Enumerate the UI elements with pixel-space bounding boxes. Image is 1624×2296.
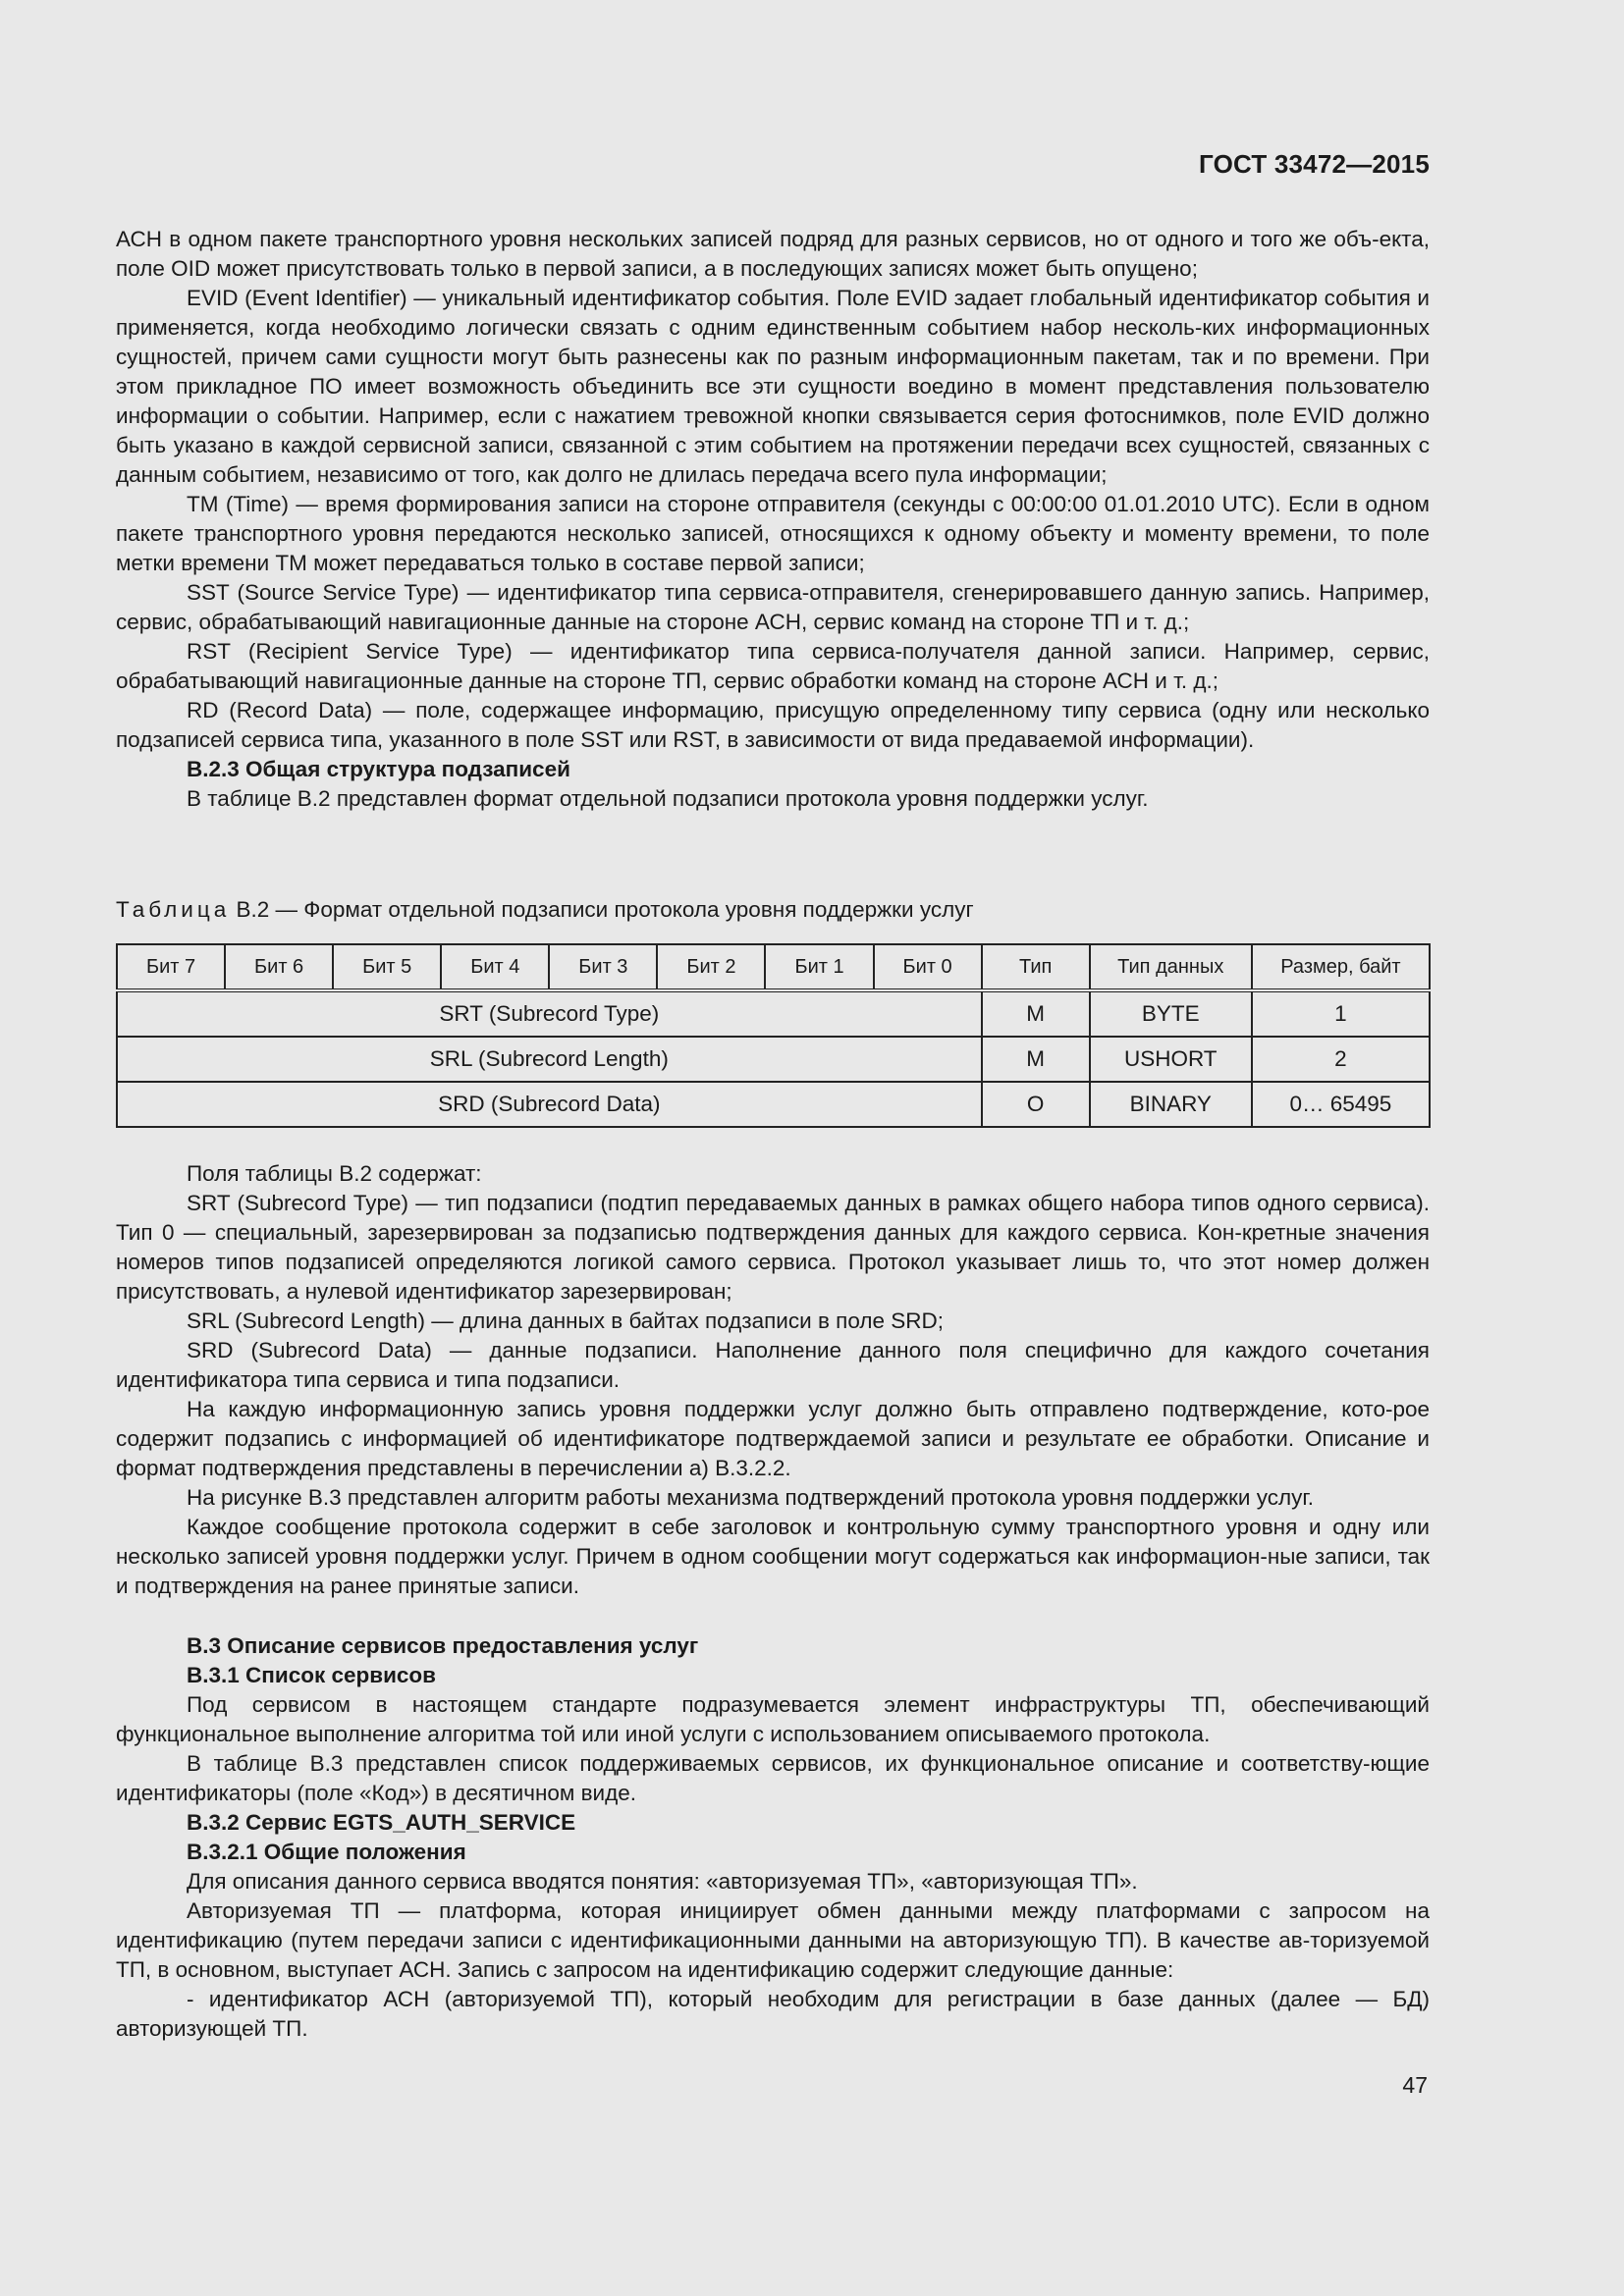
section-heading: В.2.3 Общая структура подзаписей — [187, 757, 570, 781]
paragraph: SRT (Subrecord Type) — тип подзаписи (подтип передаваемых данных в рамках общего набора типов одного сервиса). Тип 0 — специальный, зарезервирован за подзаписью подтверждения данных для каждого сервиса. Кон-кретные значения номеров типов подзаписей определяются логикой самого сервиса. Протокол указывает лишь то, что этот номер должен присутствовать, а нулевой идентификатор зарезервирован; — [116, 1191, 1430, 1304]
data-type-cell: BYTE — [1090, 990, 1252, 1037]
paragraph: АСН в одном пакете транспортного уровня нескольких записей подряд для разных сервисов, но от одного и того же объ-екта, поле OID может присутствовать только в первой записи, а в последующих записях может быть опущено; — [116, 227, 1430, 281]
paragraph: В таблице В.2 представлен формат отдельной подзаписи протокола уровня поддержки услуг. — [187, 786, 1149, 811]
paragraph: SRD (Subrecord Data) — данные подзаписи. Наполнение данного поля специфично для каждого сочетания идентификатора типа сервиса и типа подзаписи. — [116, 1338, 1430, 1392]
paragraph: Каждое сообщение протокола содержит в себе заголовок и контрольную сумму транспортного уровня и одну или несколько записей уровня поддержки услуг. Причем в одном сообщении могут содержаться как информацион-ные записи, так и подтверждения на ранее принятые записи. — [116, 1515, 1430, 1598]
subrecord-format-table — [116, 943, 1431, 1128]
column-header: Тип данных — [1090, 944, 1252, 990]
paragraph: Под сервисом в настоящем стандарте подразумевается элемент инфраструктуры ТП, обеспечивающий функциональное выполнение алгоритма той или иной услуги с использованием описываемого протокола. — [116, 1692, 1430, 1746]
column-header: Бит 4 — [441, 944, 549, 990]
data-type-cell: USHORT — [1090, 1037, 1252, 1082]
paragraph: Для описания данного сервиса вводятся понятия: «авторизуемая ТП», «авторизующая ТП». — [187, 1869, 1138, 1894]
size-cell: 2 — [1252, 1037, 1430, 1082]
paragraph: На каждую информационную запись уровня поддержки услуг должно быть отправлено подтверждение, кото-рое содержит подзапись с информацией об идентификаторе подтверждаемой записи и результате ее обработки. Описание и формат подтверждения представлены в перечислении а) В.3.2.2. — [116, 1397, 1430, 1480]
column-header: Бит 7 — [117, 944, 225, 990]
type-cell: M — [982, 990, 1090, 1037]
type-cell: M — [982, 1037, 1090, 1082]
text-block-3 — [116, 1631, 1430, 2044]
column-header: Бит 5 — [333, 944, 441, 990]
column-header: Бит 3 — [549, 944, 657, 990]
paragraph: EVID (Event Identifier) — уникальный идентификатор события. Поле EVID задает глобальный идентификатор события и применяется, когда необходимо логически связать с одним единственным событием набор несколь-ких информационных сущностей, причем сами сущности могут быть разнесены как по разным информационным пакетам, так и по времени. При этом прикладное ПО имеет возможность объединить все эти сущности воедино в момент представления пользователю информации о событии. Например, если с нажатием тревожной кнопки связывается серия фотоснимков, поле EVID должно быть указано в каждой сервисной записи, связанной с этим событием на протяжении передачи всех сущностей, связанных с данным событием, независимо от того, как долго не длилась передача всего пула информации; — [116, 286, 1430, 487]
table-row — [117, 1037, 1430, 1082]
table-row — [117, 1082, 1430, 1127]
paragraph: SRL (Subrecord Length) — длина данных в байтах подзаписи в поле SRD; — [187, 1308, 944, 1333]
subsection-heading: В.3.2 Сервис EGTS_AUTH_SERVICE — [187, 1810, 576, 1835]
paragraph: RST (Recipient Service Type) — идентификатор типа сервиса-получателя данной записи. Например, сервис, обрабатывающий навигационные данные на стороне ТП, сервис обработки команд на стороне АСН и т. д.; — [116, 639, 1430, 693]
paragraph: Авторизуемая ТП — платформа, которая инициирует обмен данными между платформами с запросом на идентификацию (путем передачи записи с идентификационными данными на авторизующую ТП). В качестве ав-торизуемой ТП, в основном, выступает АСН. Запись с запросом на идентификацию содержит следующие данные: — [116, 1898, 1430, 1982]
table-caption-text: В.2 — Формат отдельной подзаписи протокола уровня поддержки услуг — [230, 897, 974, 922]
text-block-2 — [116, 1159, 1430, 1601]
page-number: 47 — [1402, 2072, 1428, 2098]
column-header: Бит 1 — [765, 944, 873, 990]
paragraph: На рисунке В.3 представлен алгоритм работы механизма подтверждений протокола уровня поддержки услуг. — [187, 1485, 1315, 1510]
paragraph: SST (Source Service Type) — идентификатор типа сервиса-отправителя, сгенерировавшего данную запись. Например, сервис, обрабатывающий навигационные данные на стороне АСН, сервис команд на стороне ТП и т. д.; — [116, 580, 1430, 634]
table-caption-label: Таблица — [116, 897, 231, 922]
table-caption — [116, 897, 974, 923]
size-cell: 0… 65495 — [1252, 1082, 1430, 1127]
section-heading: В.3 Описание сервисов предоставления услуг — [187, 1633, 699, 1658]
column-header: Размер, байт — [1252, 944, 1430, 990]
paragraph: Поля таблицы В.2 содержат: — [187, 1161, 482, 1186]
field-cell: SRT (Subrecord Type) — [117, 990, 982, 1037]
subsection-heading: В.3.2.1 Общие положения — [187, 1840, 466, 1864]
paragraph: RD (Record Data) — поле, содержащее информацию, присущую определенному типу сервиса (одну или несколько подзаписей сервиса типа, указанного в поле SST или RST, в зависимости от вида предаваемой информации). — [116, 698, 1430, 752]
column-header: Тип — [982, 944, 1090, 990]
data-type-cell: BINARY — [1090, 1082, 1252, 1127]
size-cell: 1 — [1252, 990, 1430, 1037]
type-cell: O — [982, 1082, 1090, 1127]
text-block-1 — [116, 225, 1430, 814]
paragraph: - идентификатор АСН (авторизуемой ТП), который необходим для регистрации в базе данных (далее — БД) авторизующей ТП. — [116, 1987, 1430, 2041]
column-header: Бит 2 — [657, 944, 765, 990]
field-cell: SRL (Subrecord Length) — [117, 1037, 982, 1082]
field-cell: SRD (Subrecord Data) — [117, 1082, 982, 1127]
subsection-heading: В.3.1 Список сервисов — [187, 1663, 436, 1687]
paragraph: В таблице В.3 представлен список поддерживаемых сервисов, их функциональное описание и соответству-ющие идентификаторы (поле «Код») в десятичном виде. — [116, 1751, 1430, 1805]
table-header-row — [117, 944, 1430, 990]
document-header: ГОСТ 33472—2015 — [1199, 149, 1430, 179]
table-row — [117, 990, 1430, 1037]
column-header: Бит 0 — [874, 944, 982, 990]
paragraph: TM (Time) — время формирования записи на стороне отправителя (секунды с 00:00:00 01.01.2010 UTC). Если в одном пакете транспортного уровня передаются несколько записей, относящихся к одному объекту и моменту времени, то поле метки времени TM может передаваться только в составе первой записи; — [116, 492, 1430, 575]
column-header: Бит 6 — [225, 944, 333, 990]
